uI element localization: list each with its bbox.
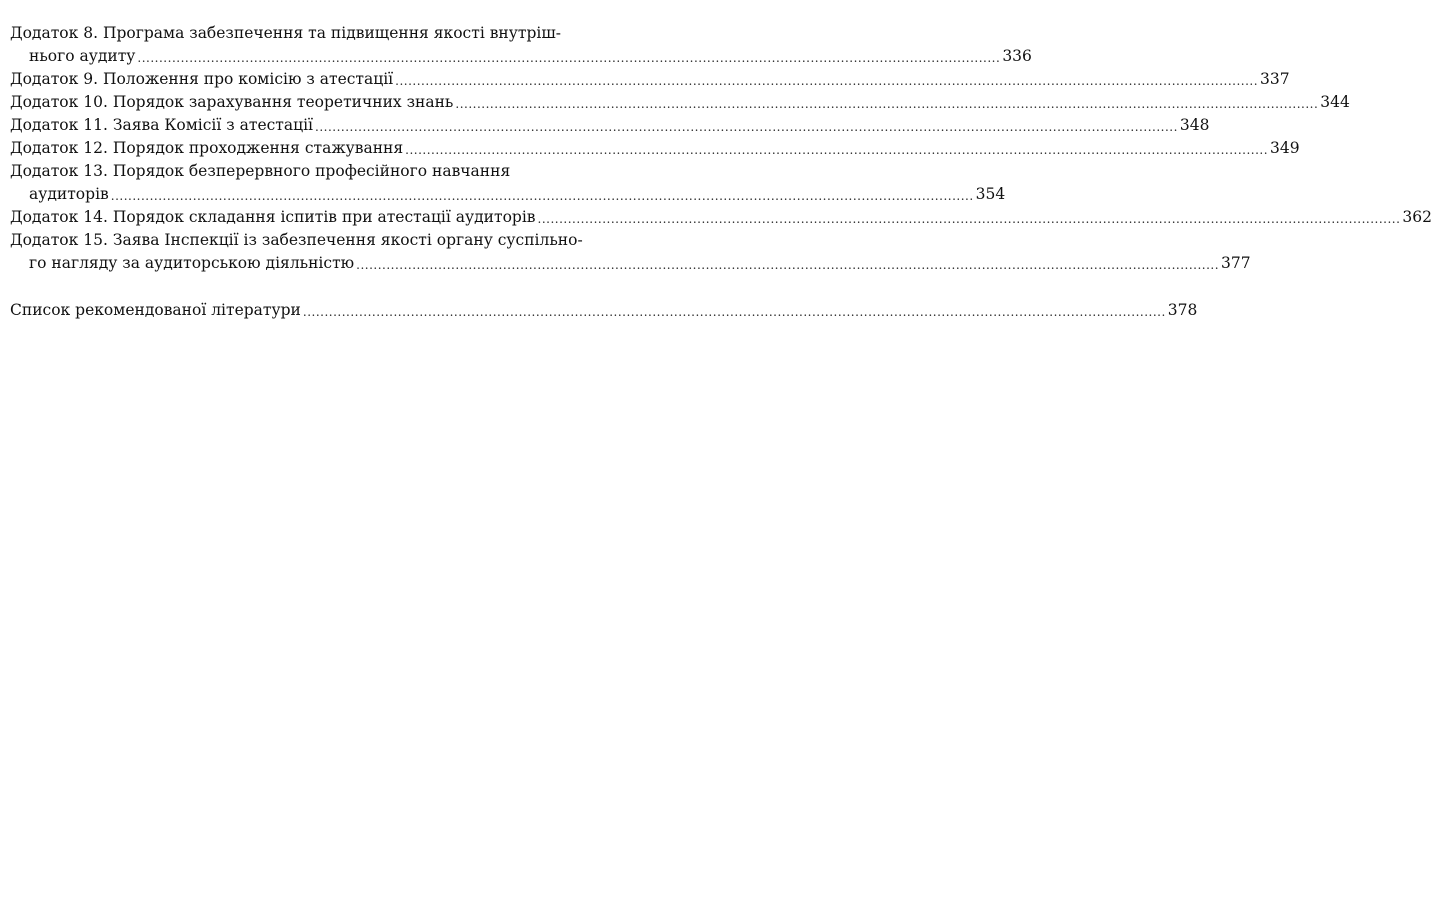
dot-leader: ........................................................................................................................................................................................................ xyxy=(455,97,1319,111)
toc-page-number: 344 xyxy=(1320,93,1350,111)
toc-entry-title-line: Додаток 13. Порядок безперервного професійного навчання xyxy=(10,162,511,180)
toc-entry-appendix-10[interactable] xyxy=(10,91,1350,114)
toc-page-number: 348 xyxy=(1179,116,1210,134)
dot-leader: ........................................................................................................................................................................................................ xyxy=(537,212,1401,226)
toc-entry-literature[interactable] xyxy=(10,299,1198,322)
toc-entry-title-line: Додаток 8. Програма забезпечення та підвищення якості внутріш- xyxy=(10,24,561,42)
toc-entry-appendix-14[interactable] xyxy=(10,206,1432,229)
toc-entry-title-continuation: го нагляду за аудиторською діяльністю xyxy=(29,254,355,272)
toc-page-number: 349 xyxy=(1270,139,1300,157)
dot-leader: ........................................................................................................................................................................................................ xyxy=(302,305,1166,319)
toc-page-number: 337 xyxy=(1260,70,1290,88)
toc-entry-title-line: Додаток 15. Заява Інспекції із забезпечення якості органу суспільно- xyxy=(10,231,583,249)
dot-leader: ........................................................................................................................................................................................................ xyxy=(405,143,1269,157)
toc-entry-title: Додаток 9. Положення про комісію з атестації xyxy=(10,70,394,88)
toc-page-number: 377 xyxy=(1221,254,1251,272)
toc-entry-title: Список рекомендованої літератури xyxy=(10,301,301,319)
toc-page-number: 354 xyxy=(975,185,1006,203)
toc-entry-title: Додаток 12. Порядок проходження стажування xyxy=(10,139,404,157)
toc-entry-appendix-13[interactable] xyxy=(10,160,1006,206)
dot-leader: ........................................................................................................................................................................................................ xyxy=(356,258,1220,272)
toc-entry-appendix-8[interactable] xyxy=(10,22,1032,68)
dot-leader: ........................................................................................................................................................................................................ xyxy=(315,120,1178,134)
dot-leader: ........................................................................................................................................................................................................ xyxy=(395,74,1259,88)
toc-entry-appendix-11[interactable] xyxy=(10,114,1210,137)
toc-page-number: 336 xyxy=(1002,47,1032,65)
toc-page-number: 362 xyxy=(1402,208,1432,226)
dot-leader: ........................................................................................................................................................................................................ xyxy=(110,189,974,203)
toc-entry-title-continuation: аудиторів xyxy=(29,185,109,203)
section-spacer xyxy=(10,275,596,299)
toc-entry-appendix-9[interactable] xyxy=(10,68,1290,91)
toc-entry-title: Додаток 11. Заява Комісії з атестації xyxy=(10,116,313,134)
toc-entry-appendix-15[interactable] xyxy=(10,229,1251,275)
table-of-contents xyxy=(10,22,1432,322)
toc-entry-title: Додаток 10. Порядок зарахування теоретичних знань xyxy=(10,93,454,111)
toc-entry-title: Додаток 14. Порядок складання іспитів при атестації аудиторів xyxy=(10,208,536,226)
toc-entry-title-continuation: нього аудиту xyxy=(29,47,136,65)
toc-page-number: 378 xyxy=(1167,301,1198,319)
toc-entry-appendix-12[interactable] xyxy=(10,137,1300,160)
dot-leader: ........................................................................................................................................................................................................ xyxy=(137,51,1001,65)
